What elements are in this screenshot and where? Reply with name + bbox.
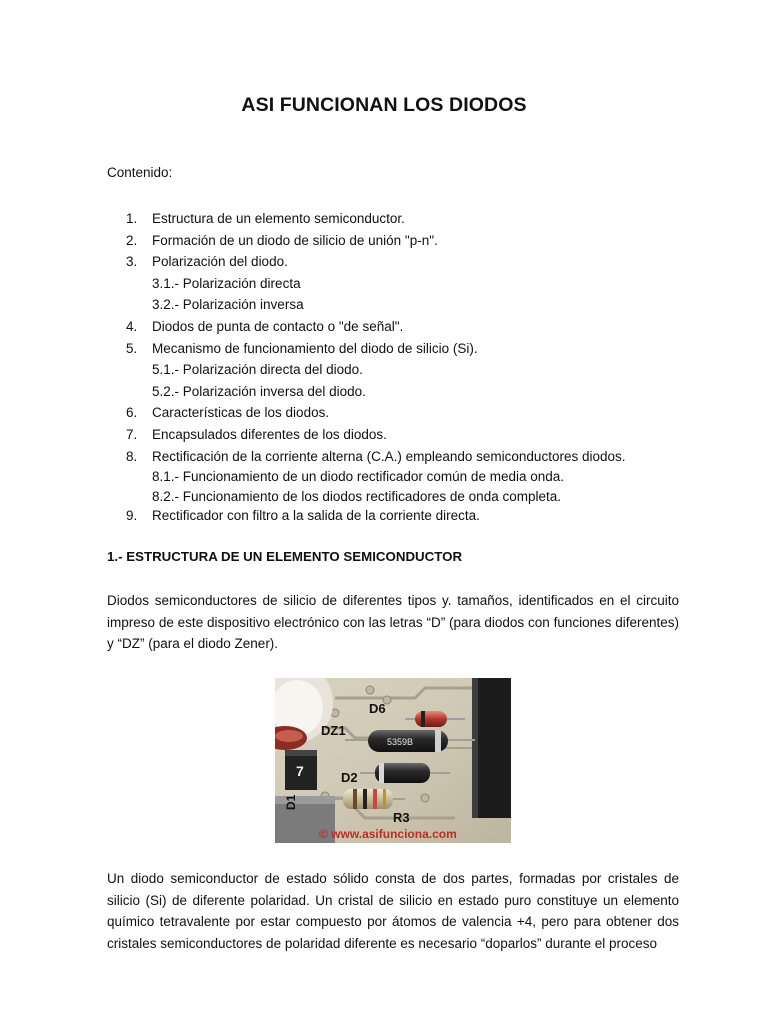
photo-watermark: © www.asifunciona.com	[319, 827, 457, 841]
toc-item-text: Rectificación de la corriente alterna (C.A.) empleando semiconductores diodos.	[152, 448, 626, 464]
toc-item-number: 5.	[126, 340, 138, 356]
toc-item-number: 7.	[126, 426, 138, 442]
toc-item	[107, 316, 707, 338]
toc-item-text: Diodos de punta de contacto o "de señal".	[152, 318, 404, 334]
body-paragraph: Un diodo semiconductor de estado sólido consta de dos partes, formadas por cristales de silicio (Si) de diferente polaridad. Un cristal de silicio en estado puro constituye un elemento químico tetravalente por estar compuesto por átomos de valencia +4, pero para obtener dos cristales semiconductores de polaridad diferente es necesario “doparlos” durante el proceso	[107, 871, 679, 952]
body-paragraph: Diodos semiconductores de silicio de diferentes tipos y. tamaños, identificados en el circuito impreso de este dispositivo electrónico con las letras “D” (para diodos con funciones diferentes) y “DZ” (para el diodo Zener).	[107, 593, 679, 652]
toc-subitem-text: 8.1.- Funcionamiento de un diodo rectificador común de media onda.	[152, 469, 565, 485]
toc-item-text: Encapsulados diferentes de los diodos.	[152, 426, 387, 442]
photo-label-r3: R3	[393, 810, 410, 825]
toc-subitem-text: 3.2.- Polarización inversa	[152, 297, 304, 313]
toc-item-text: Mecanismo de funcionamiento del diodo de silicio (Si).	[152, 340, 478, 356]
toc-item-number: 4.	[126, 318, 138, 334]
toc-item-number: 1.	[126, 211, 138, 226]
section-heading: 1.- ESTRUCTURA DE UN ELEMENTO SEMICONDUCTOR	[107, 549, 463, 564]
toc-item	[107, 338, 707, 360]
toc-item-text: Características de los diodos.	[152, 405, 330, 421]
toc-item-text: Rectificador con filtro a la salida de la corriente directa.	[152, 508, 480, 524]
toc-subitem-text: 3.1.- Polarización directa	[152, 275, 301, 291]
toc-item-text: Polarización del diodo.	[152, 254, 288, 270]
circuit-board-photo	[275, 678, 511, 843]
toc-subitem-text: 5.2.- Polarización inversa del diodo.	[152, 383, 366, 399]
toc-item-number: 8.	[126, 448, 138, 464]
toc-item	[107, 424, 707, 446]
toc-item	[107, 230, 707, 252]
toc-subitem	[107, 467, 707, 487]
toc-item-text: Formación de un diodo de silicio de unión "p-n".	[152, 232, 438, 248]
photo-label-7: 7	[296, 763, 304, 779]
toc-item	[107, 251, 707, 273]
toc-subitem-text: 8.2.- Funcionamiento de los diodos rectificadores de onda completa.	[152, 488, 561, 504]
photo-label-dz1: DZ1	[321, 723, 346, 738]
toc-item-text: Estructura de un elemento semiconductor.	[152, 211, 405, 226]
toc-subitem	[107, 294, 707, 316]
toc-item-number: 6.	[126, 405, 138, 421]
document-title: ASI FUNCIONAN LOS DIODOS	[241, 94, 527, 116]
toc-subitem	[107, 273, 707, 295]
toc-item	[107, 402, 707, 424]
toc-item-number: 3.	[126, 254, 138, 270]
toc-item	[107, 446, 707, 468]
toc-subitem	[107, 381, 707, 403]
photo-label-d1: D1	[284, 794, 298, 810]
photo-label-d2: D2	[341, 770, 358, 785]
toc-item	[107, 208, 707, 230]
toc-item	[107, 506, 707, 526]
toc-item-number: 9.	[126, 508, 138, 524]
toc-subitem-text: 5.1.- Polarización directa del diodo.	[152, 362, 363, 378]
table-of-contents	[107, 208, 707, 526]
toc-item-number: 2.	[126, 232, 138, 248]
toc-subitem	[107, 487, 707, 507]
diode-marking: 5359B	[387, 737, 414, 747]
contents-label: Contenido:	[107, 165, 173, 180]
photo-label-d6: D6	[369, 701, 386, 716]
toc-subitem	[107, 359, 707, 381]
